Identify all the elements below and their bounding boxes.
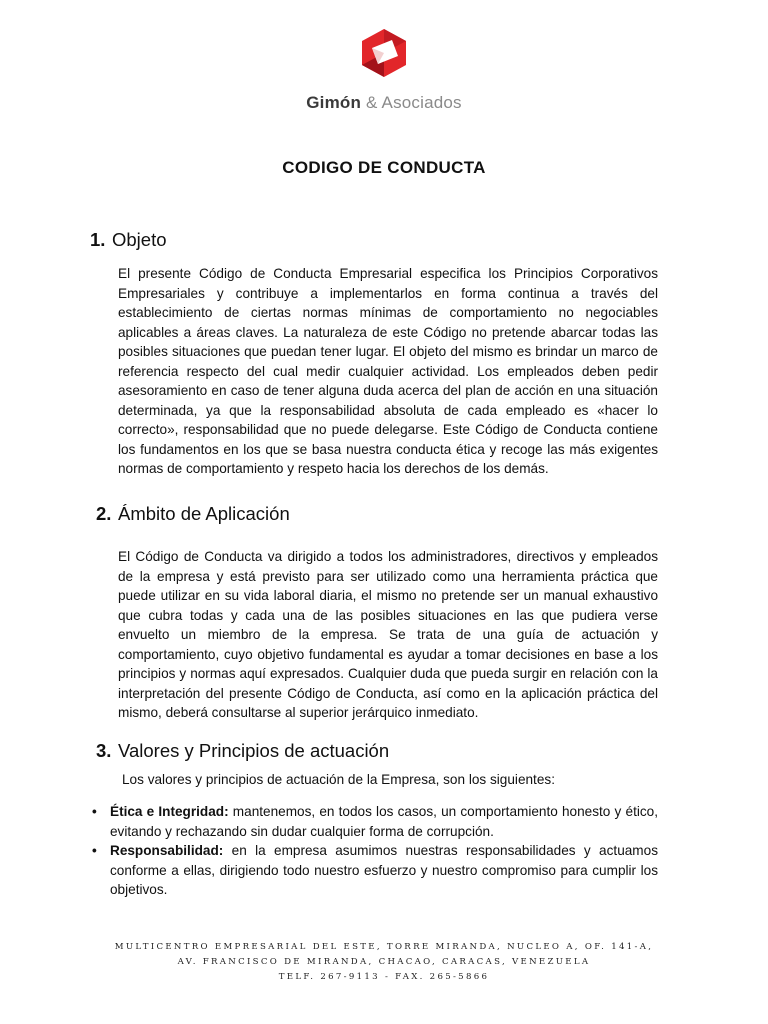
values-list [92, 802, 658, 900]
bullet-icon: • [92, 843, 97, 858]
section-2-body: El Código de Conducta va dirigido a todos los administradores, directivos y empleados de la empresa y está previsto para ser utilizado como una herramienta práctica que puede utilizar en su vida laboral diaria, el mismo no pretende ser un manual exhaustivo que cubra todas y cada una de las posibles situaciones en las que pudiera verse envuelto un miembro de la empresa. Se trata de una guía de actuación y comportamiento, cuyo objetivo fundamental es ayudar a tomar decisiones en base a los principios y normas aquí expresados. Cualquier duda que pueda surgir en relación con la interpretación del presente Código de Conducta, así como en la aplicación práctica del mismo, deberá consultarse al superior jerárquico inmediato. [118, 549, 658, 720]
value-text: mantenemos, en todos los casos, un comportamiento honesto y ético, evitando y rechazando sin dudar cualquier forma de corrupción. [110, 804, 659, 839]
document-title: CODIGO DE CONDUCTA [282, 158, 486, 177]
section-1-heading [90, 229, 167, 251]
section-3-title: Valores y Principios de actuación [118, 740, 390, 761]
value-term: Responsabilidad: [110, 843, 224, 858]
hexagon-logo-icon [360, 28, 408, 78]
brand-name-main: Gimón [306, 93, 362, 112]
section-2-number: 2. [96, 503, 112, 524]
bullet-icon: • [92, 804, 97, 819]
list-item [92, 802, 658, 841]
footer-address-line-2: AV. FRANCISCO DE MIRANDA, CHACAO, CARACAS, VENEZUELA [177, 957, 591, 967]
value-text: en la empresa asumimos nuestras responsabilidades y actuamos conforme a ellas, dirigiendo todo nuestro esfuerzo y nuestro compromiso para cumplir los objetivos. [110, 843, 658, 897]
section-3-number: 3. [96, 740, 112, 761]
section-3-intro: Los valores y principios de actuación de la Empresa, son los siguientes: [122, 772, 555, 787]
footer-address-line-1: MULTICENTRO EMPRESARIAL DEL ESTE, TORRE MIRANDA, NUCLEO A, OF. 141-A, [114, 942, 654, 952]
section-2-title: Ámbito de Aplicación [118, 503, 290, 524]
footer-phone-line: TELF. 267-9113 - FAX. 265-5866 [278, 972, 490, 982]
section-1-title: Objeto [112, 229, 167, 250]
brand-name-rest: & Asociados [361, 93, 462, 112]
section-2-heading [96, 503, 290, 525]
value-term: Ética e Integridad: [110, 804, 229, 819]
brand-name [0, 93, 768, 113]
section-1-number: 1. [90, 229, 106, 250]
section-3-heading [96, 740, 389, 762]
list-item [92, 841, 658, 900]
section-1-body: El presente Código de Conducta Empresarial especifica los Principios Corporativos Empresariales y contribuye a implementarlos en forma continua a través del establecimiento de ciertas normas mínimas de comportamiento no negociables aplicables a áreas claves. La naturaleza de este Código no pretende abarcar todas las posibles situaciones que puedan tener lugar. El objeto del mismo es brindar un marco de referencia respecto del cual medir cualquier actividad. Los empleados deben pedir asesoramiento en caso de tener alguna duda acerca del plan de acción en una situación determinada, ya que la responsabilidad absoluta de cada empleado es «hacer lo correcto», responsabilidad que no puede delegarse. Este Código de Conducta contiene los fundamentos en los que se basa nuestra conducta ética y recoge las más exigentes normas de comportamiento y respeto hacia los derechos de los demás. [118, 266, 658, 476]
